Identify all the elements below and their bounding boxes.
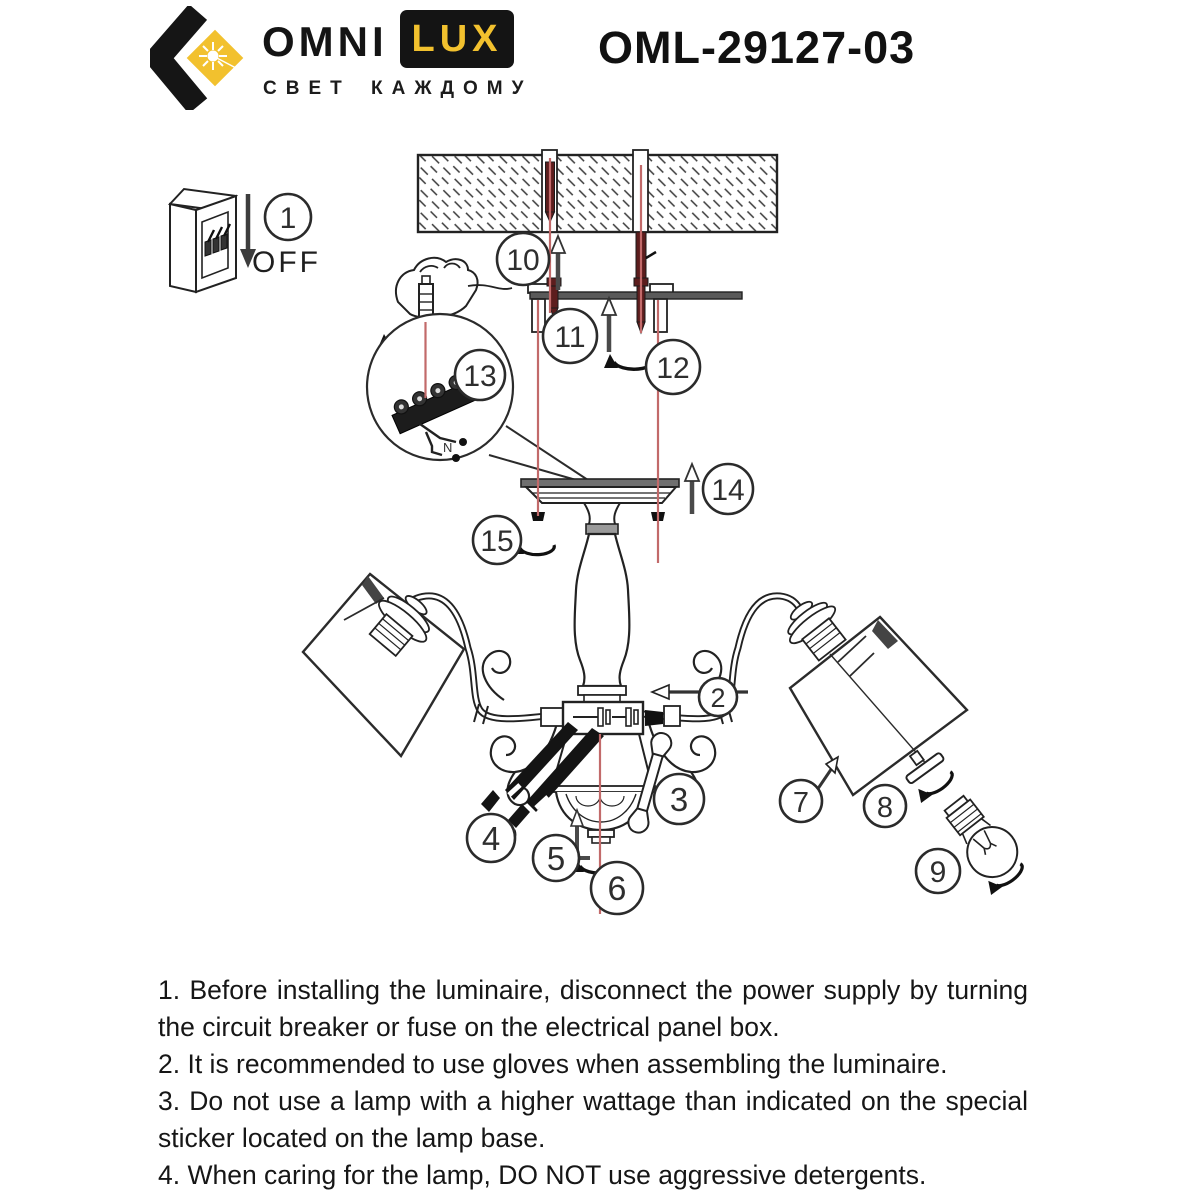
svg-text:9: 9	[929, 856, 947, 889]
hanging-bolt-right	[654, 299, 667, 332]
ceiling-section	[418, 150, 777, 290]
off-label: OFF	[252, 246, 321, 279]
brand-tagline: СВЕТ КАЖДОМУ	[263, 78, 533, 99]
neutral-label: N	[443, 440, 453, 455]
svg-text:7: 7	[792, 787, 810, 819]
callout-4	[467, 814, 515, 862]
callout-11	[543, 309, 597, 363]
instruction-item-4: 4. When caring for the lamp, DO NOT use aggressive detergents.	[158, 1160, 927, 1190]
callout-12	[646, 340, 700, 394]
brand-lux-text: LUX	[411, 17, 503, 60]
svg-text:3: 3	[669, 781, 689, 818]
callout-5	[533, 835, 579, 881]
callout-2	[699, 678, 737, 716]
callout-3	[654, 774, 704, 824]
svg-text:14: 14	[711, 474, 745, 507]
insert-arrow-bar	[602, 298, 616, 352]
callout-15	[473, 516, 521, 564]
stem-column	[575, 534, 630, 702]
svg-text:4: 4	[481, 820, 501, 857]
callout-9	[916, 849, 960, 893]
instruction-item-1: 1. Before installing the luminaire, disconnect the power supply by turning the circuit breaker or fuse on the electrical panel box.	[158, 975, 1028, 1042]
svg-text:2: 2	[710, 683, 726, 713]
callout-1	[265, 194, 311, 240]
svg-text:10: 10	[506, 244, 540, 277]
instruction-item-3: 3. Do not use a lamp with a higher wattage than indicated on the special sticker located on the lamp base.	[158, 1086, 1028, 1153]
svg-text:12: 12	[656, 352, 690, 385]
circuit-breaker-box	[170, 189, 236, 292]
callout-10	[497, 233, 549, 285]
svg-text:5: 5	[546, 840, 566, 877]
svg-text:13: 13	[463, 360, 497, 393]
svg-text:1: 1	[279, 202, 297, 235]
callout-13	[455, 350, 505, 400]
brand-omni-text: OMNI	[262, 18, 388, 65]
instruction-item-2: 2. It is recommended to use gloves when assembling the luminaire.	[158, 1049, 948, 1079]
callout-14	[703, 464, 753, 514]
callout-7	[780, 780, 822, 822]
instructions-block	[158, 972, 1028, 1194]
model-number: OML-29127-03	[598, 22, 916, 73]
svg-text:11: 11	[554, 321, 586, 354]
callout-6	[591, 862, 643, 914]
svg-text:15: 15	[480, 525, 514, 558]
insert-arrow-canopy	[685, 464, 699, 514]
rotate-arrow-nut	[520, 545, 554, 555]
svg-text:6: 6	[607, 870, 627, 908]
svg-text:8: 8	[876, 792, 894, 824]
hub-plug	[645, 710, 663, 726]
callout-8	[864, 785, 906, 827]
